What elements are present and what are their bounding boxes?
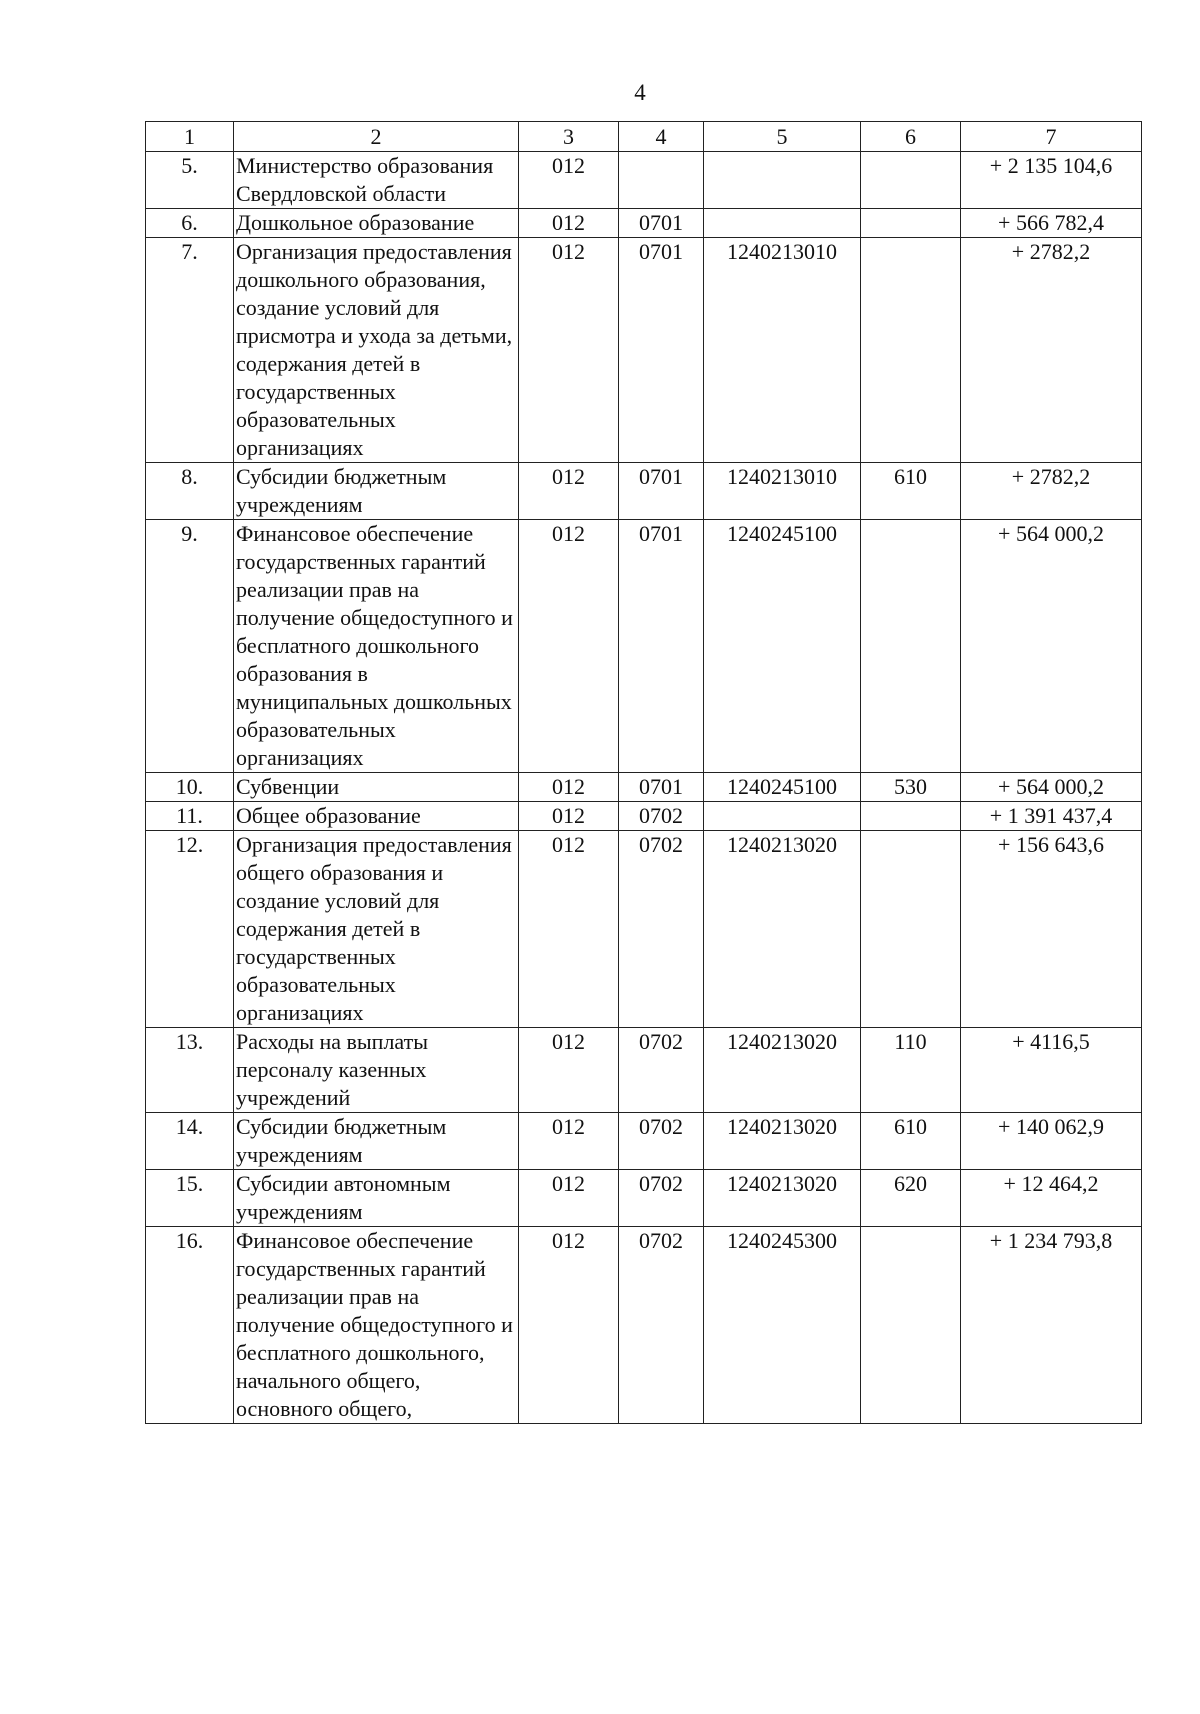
- ministry-code-cell: 012: [519, 1170, 619, 1227]
- row-number-cell: 9.: [146, 520, 234, 773]
- amount-cell: + 2782,2: [961, 238, 1142, 463]
- item-name-cell: Организация предоставления дошкольного образования, создание условий для присмотра и ухода за детьми, содержания детей в государственных образовательных организациях: [234, 238, 519, 463]
- table-row: [146, 1227, 1142, 1424]
- target-article-cell: 1240213020: [704, 1170, 861, 1227]
- target-article-cell: 1240245100: [704, 520, 861, 773]
- expense-type-cell: [861, 152, 961, 209]
- ministry-code-cell: 012: [519, 463, 619, 520]
- item-name-cell: Субсидии бюджетным учреждениям: [234, 463, 519, 520]
- table-body: [146, 152, 1142, 1424]
- target-article-cell: 1240213020: [704, 1028, 861, 1113]
- table-row: [146, 209, 1142, 238]
- column-header: 6: [861, 122, 961, 152]
- item-name-cell: Финансовое обеспечение государственных гарантий реализации прав на получение общедоступного и бесплатного дошкольного, начального общего, основного общего,: [234, 1227, 519, 1424]
- amount-cell: + 564 000,2: [961, 520, 1142, 773]
- target-article-cell: 1240213020: [704, 1113, 861, 1170]
- amount-cell: + 1 234 793,8: [961, 1227, 1142, 1424]
- item-name-cell: Субсидии бюджетным учреждениям: [234, 1113, 519, 1170]
- ministry-code-cell: 012: [519, 209, 619, 238]
- target-article-cell: 1240213010: [704, 238, 861, 463]
- row-number-cell: 14.: [146, 1113, 234, 1170]
- table-header-row: [146, 122, 1142, 152]
- ministry-code-cell: 012: [519, 1028, 619, 1113]
- expense-type-cell: [861, 802, 961, 831]
- amount-cell: + 2782,2: [961, 463, 1142, 520]
- column-header: 1: [146, 122, 234, 152]
- item-name-cell: Общее образование: [234, 802, 519, 831]
- table-row: [146, 1113, 1142, 1170]
- amount-cell: + 566 782,4: [961, 209, 1142, 238]
- target-article-cell: 1240245300: [704, 1227, 861, 1424]
- row-number-cell: 13.: [146, 1028, 234, 1113]
- expense-type-cell: 610: [861, 1113, 961, 1170]
- table-row: [146, 238, 1142, 463]
- section-code-cell: 0701: [619, 238, 704, 463]
- section-code-cell: [619, 152, 704, 209]
- ministry-code-cell: 012: [519, 152, 619, 209]
- expense-type-cell: 620: [861, 1170, 961, 1227]
- budget-table: [145, 121, 1142, 1424]
- ministry-code-cell: 012: [519, 1113, 619, 1170]
- ministry-code-cell: 012: [519, 1227, 619, 1424]
- table-row: [146, 1170, 1142, 1227]
- table-row: [146, 831, 1142, 1028]
- row-number-cell: 8.: [146, 463, 234, 520]
- item-name-cell: Дошкольное образование: [234, 209, 519, 238]
- section-code-cell: 0701: [619, 520, 704, 773]
- item-name-cell: Организация предоставления общего образования и создание условий для содержания детей в государственных образовательных организациях: [234, 831, 519, 1028]
- table-row: [146, 802, 1142, 831]
- item-name-cell: Субсидии автономным учреждениям: [234, 1170, 519, 1227]
- section-code-cell: 0702: [619, 831, 704, 1028]
- amount-cell: + 1 391 437,4: [961, 802, 1142, 831]
- section-code-cell: 0701: [619, 773, 704, 802]
- column-header: 2: [234, 122, 519, 152]
- ministry-code-cell: 012: [519, 773, 619, 802]
- row-number-cell: 11.: [146, 802, 234, 831]
- row-number-cell: 6.: [146, 209, 234, 238]
- row-number-cell: 12.: [146, 831, 234, 1028]
- target-article-cell: 1240245100: [704, 773, 861, 802]
- amount-cell: + 156 643,6: [961, 831, 1142, 1028]
- target-article-cell: [704, 152, 861, 209]
- section-code-cell: 0702: [619, 1170, 704, 1227]
- expense-type-cell: 530: [861, 773, 961, 802]
- table-row: [146, 520, 1142, 773]
- row-number-cell: 7.: [146, 238, 234, 463]
- column-header: 3: [519, 122, 619, 152]
- item-name-cell: Расходы на выплаты персоналу казенных учреждений: [234, 1028, 519, 1113]
- expense-type-cell: [861, 238, 961, 463]
- item-name-cell: Субвенции: [234, 773, 519, 802]
- page-number: 4: [634, 80, 646, 105]
- ministry-code-cell: 012: [519, 520, 619, 773]
- amount-cell: + 2 135 104,6: [961, 152, 1142, 209]
- target-article-cell: 1240213020: [704, 831, 861, 1028]
- expense-type-cell: [861, 209, 961, 238]
- amount-cell: + 140 062,9: [961, 1113, 1142, 1170]
- amount-cell: + 4116,5: [961, 1028, 1142, 1113]
- expense-type-cell: 110: [861, 1028, 961, 1113]
- row-number-cell: 5.: [146, 152, 234, 209]
- target-article-cell: [704, 209, 861, 238]
- target-article-cell: 1240213010: [704, 463, 861, 520]
- row-number-cell: 10.: [146, 773, 234, 802]
- section-code-cell: 0702: [619, 1028, 704, 1113]
- row-number-cell: 15.: [146, 1170, 234, 1227]
- expense-type-cell: [861, 520, 961, 773]
- column-header: 4: [619, 122, 704, 152]
- column-header: 7: [961, 122, 1142, 152]
- table-row: [146, 463, 1142, 520]
- table-row: [146, 1028, 1142, 1113]
- item-name-cell: Финансовое обеспечение государственных гарантий реализации прав на получение общедоступного и бесплатного дошкольного образования в муниципальных дошкольных образовательных организациях: [234, 520, 519, 773]
- row-number-cell: 16.: [146, 1227, 234, 1424]
- amount-cell: + 564 000,2: [961, 773, 1142, 802]
- table-row: [146, 773, 1142, 802]
- expense-type-cell: [861, 1227, 961, 1424]
- ministry-code-cell: 012: [519, 238, 619, 463]
- section-code-cell: 0702: [619, 802, 704, 831]
- item-name-cell: Министерство образования Свердловской области: [234, 152, 519, 209]
- target-article-cell: [704, 802, 861, 831]
- column-header: 5: [704, 122, 861, 152]
- section-code-cell: 0701: [619, 209, 704, 238]
- expense-type-cell: [861, 831, 961, 1028]
- section-code-cell: 0701: [619, 463, 704, 520]
- amount-cell: + 12 464,2: [961, 1170, 1142, 1227]
- section-code-cell: 0702: [619, 1227, 704, 1424]
- table-row: [146, 152, 1142, 209]
- expense-type-cell: 610: [861, 463, 961, 520]
- ministry-code-cell: 012: [519, 802, 619, 831]
- ministry-code-cell: 012: [519, 831, 619, 1028]
- section-code-cell: 0702: [619, 1113, 704, 1170]
